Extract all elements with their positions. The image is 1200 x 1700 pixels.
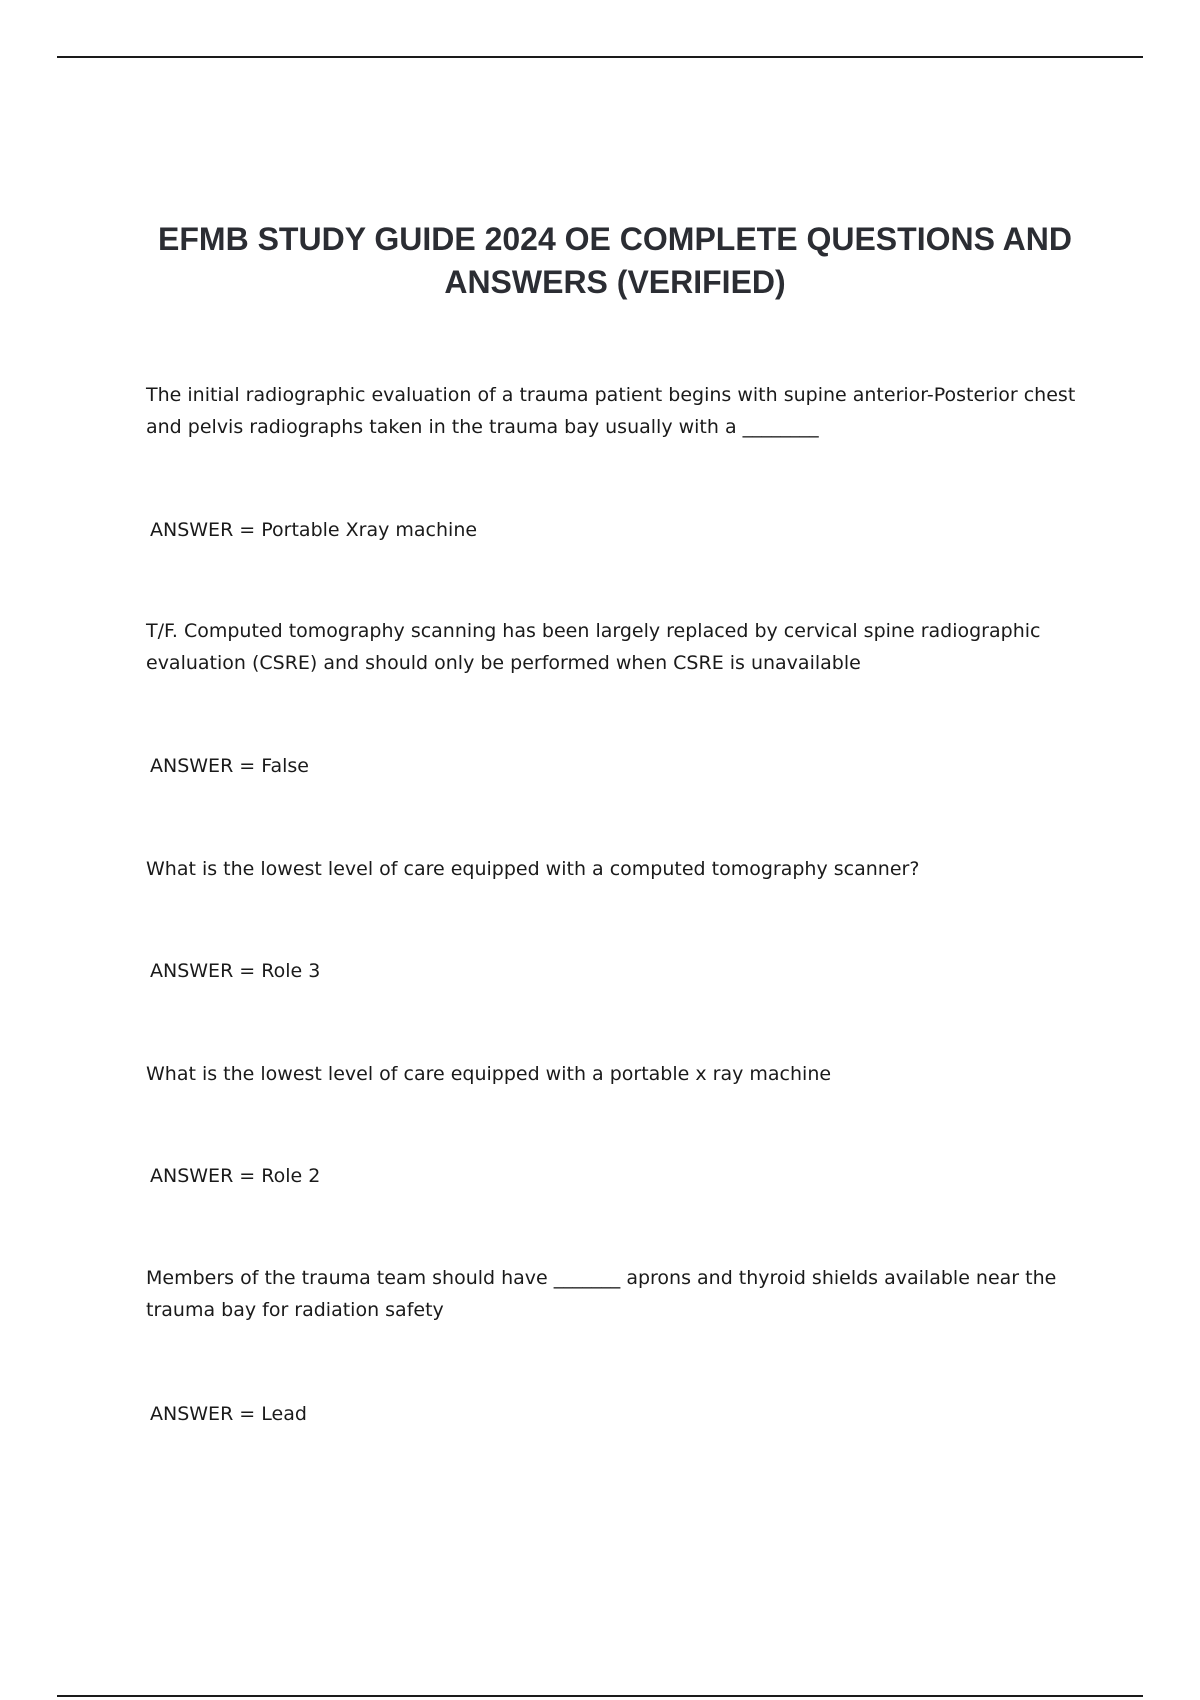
answer-2: ANSWER = False bbox=[150, 755, 309, 777]
document-title: EFMB STUDY GUIDE 2024 OE COMPLETE QUESTIONS AND ANSWERS (VERIFIED) bbox=[158, 221, 1072, 300]
question-4: What is the lowest level of care equipped with a portable x ray machine bbox=[146, 1063, 832, 1085]
answer-1: ANSWER = Portable Xray machine bbox=[150, 519, 478, 541]
question-5: Members of the trauma team should have _______ aprons and thyroid shields available near the trauma bay for radiation safety bbox=[146, 1267, 1057, 1321]
top-rule bbox=[57, 56, 1143, 58]
answer-3: ANSWER = Role 3 bbox=[150, 960, 321, 982]
question-1: The initial radiographic evaluation of a trauma patient begins with supine anterior-Posterior chest and pelvis radiographs taken in the trauma bay usually with a ________ bbox=[146, 384, 1076, 438]
question-2: T/F. Computed tomography scanning has been largely replaced by cervical spine radiographic evaluation (CSRE) and should only be performed when CSRE is unavailable bbox=[146, 620, 1041, 674]
answer-5: ANSWER = Lead bbox=[150, 1403, 307, 1425]
bottom-rule bbox=[57, 1695, 1143, 1697]
answer-4: ANSWER = Role 2 bbox=[150, 1165, 321, 1187]
question-3: What is the lowest level of care equipped with a computed tomography scanner? bbox=[146, 858, 920, 880]
